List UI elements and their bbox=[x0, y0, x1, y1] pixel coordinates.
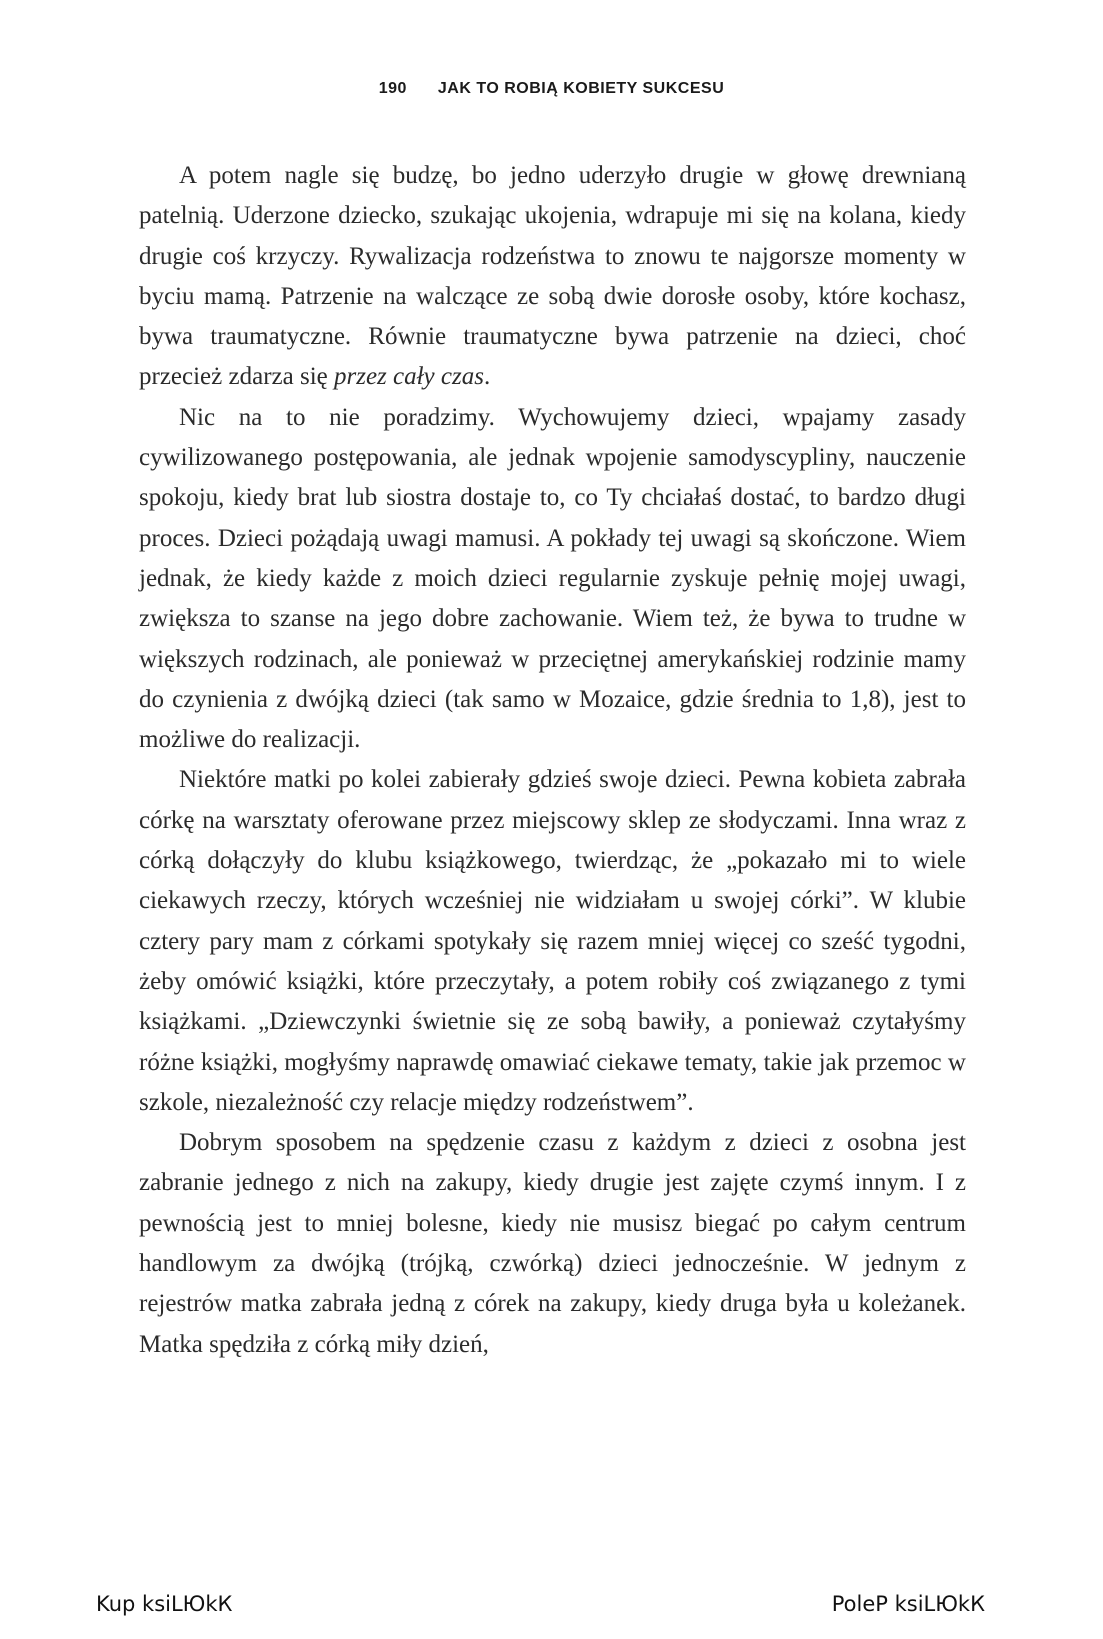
paragraph-1 bbox=[139, 156, 966, 398]
book-title: JAK TO ROBIĄ KOBIETY SUKCESU bbox=[437, 80, 725, 97]
buy-book-link[interactable]: Kup ksiLЮkК bbox=[96, 1592, 233, 1616]
running-head bbox=[0, 80, 1103, 98]
paragraph-4: Dobrym sposobem na spędzenie czasu z każdym z dzieci z osobna jest zabranie jednego z nich na zakupy, kiedy drugie jest zajęte czymś innym. I z pewnością jest to mniej bolesne, kiedy nie musisz biegać po całym centrum handlowym za dwójką (trójką, czwórką) dzieci jednocześnie. W jednym z rejestrów matka zabrała jedną z córek na zakupy, kiedy druga była u koleżanek. Matka spędziła z córką miły dzień, bbox=[139, 1129, 966, 1358]
paragraph-1-text: A potem nagle się budzę, bo jedno uderzyło drugie w głowę drewnianą patelnią. Uderzone dziecko, szukając ukojenia, wdrapuje mi się na kolana, kiedy drugie coś krzyczy. Rywalizacja rodzeństwa to znowu te najgorsze momenty w byciu mamą. Patrzenie na walczące ze sobą dwie dorosłe osoby, które kochasz, bywa traumatyczne. Równie traumatyczne bywa patrzenie na dzieci, choć przecież zdarza się bbox=[139, 162, 966, 391]
paragraph-1-end: . bbox=[483, 363, 491, 391]
recommend-book-link[interactable]: PoleP ksiLЮkК bbox=[831, 1592, 985, 1616]
body-text bbox=[139, 156, 966, 1365]
paragraph-3: Niektóre matki po kolei zabierały gdzieś swoje dzieci. Pewna kobieta zabrała córkę na warsztaty oferowane przez miejscowy sklep ze słodyczami. Inna wraz z córką dołączyły do klubu książkowego, twierdząc, że „pokazało mi to wiele ciekawych rzeczy, których wcześniej nie widziałam u swojej córki”. W klubie cztery pary mam z córkami spotykały się razem mniej więcej co sześć tygodni, żeby omówić książki, które przeczytały, a potem robiły coś związanego z tymi książkami. „Dziewczynki świetnie się ze sobą bawiły, a ponieważ czytałyśmy różne książki, mogłyśmy naprawdę omawiać ciekawe tematy, takie jak przemoc w szkole, niezależność czy relacje między rodzeństwem”. bbox=[139, 766, 966, 1116]
page-number: 190 bbox=[378, 80, 407, 97]
paragraph-2: Nic na to nie poradzimy. Wychowujemy dzieci, wpajamy zasady cywilizowanego postępowania, ale jednak wpojenie samodyscypliny, nauczenie spokoju, kiedy brat lub siostra dostaje to, co Ty chciałaś dostać, to bardzo długi proces. Dzieci pożądają uwagi mamusi. A pokłady tej uwagi są skończone. Wiem jednak, że kiedy każde z moich dzieci regularnie zyskuje pełnię mojej uwagi, zwiększa to szanse na jego dobre zachowanie. Wiem też, że bywa to trudne w większych rodzinach, ale ponieważ w przeciętnej amerykańskiej rodzinie mamy do czynienia z dwójką dzieci (tak samo w Mozaice, gdzie średnia to 1,8), jest to możliwe do realizacji. bbox=[139, 403, 966, 754]
paragraph-1-italic: przez cały czas bbox=[333, 363, 484, 391]
